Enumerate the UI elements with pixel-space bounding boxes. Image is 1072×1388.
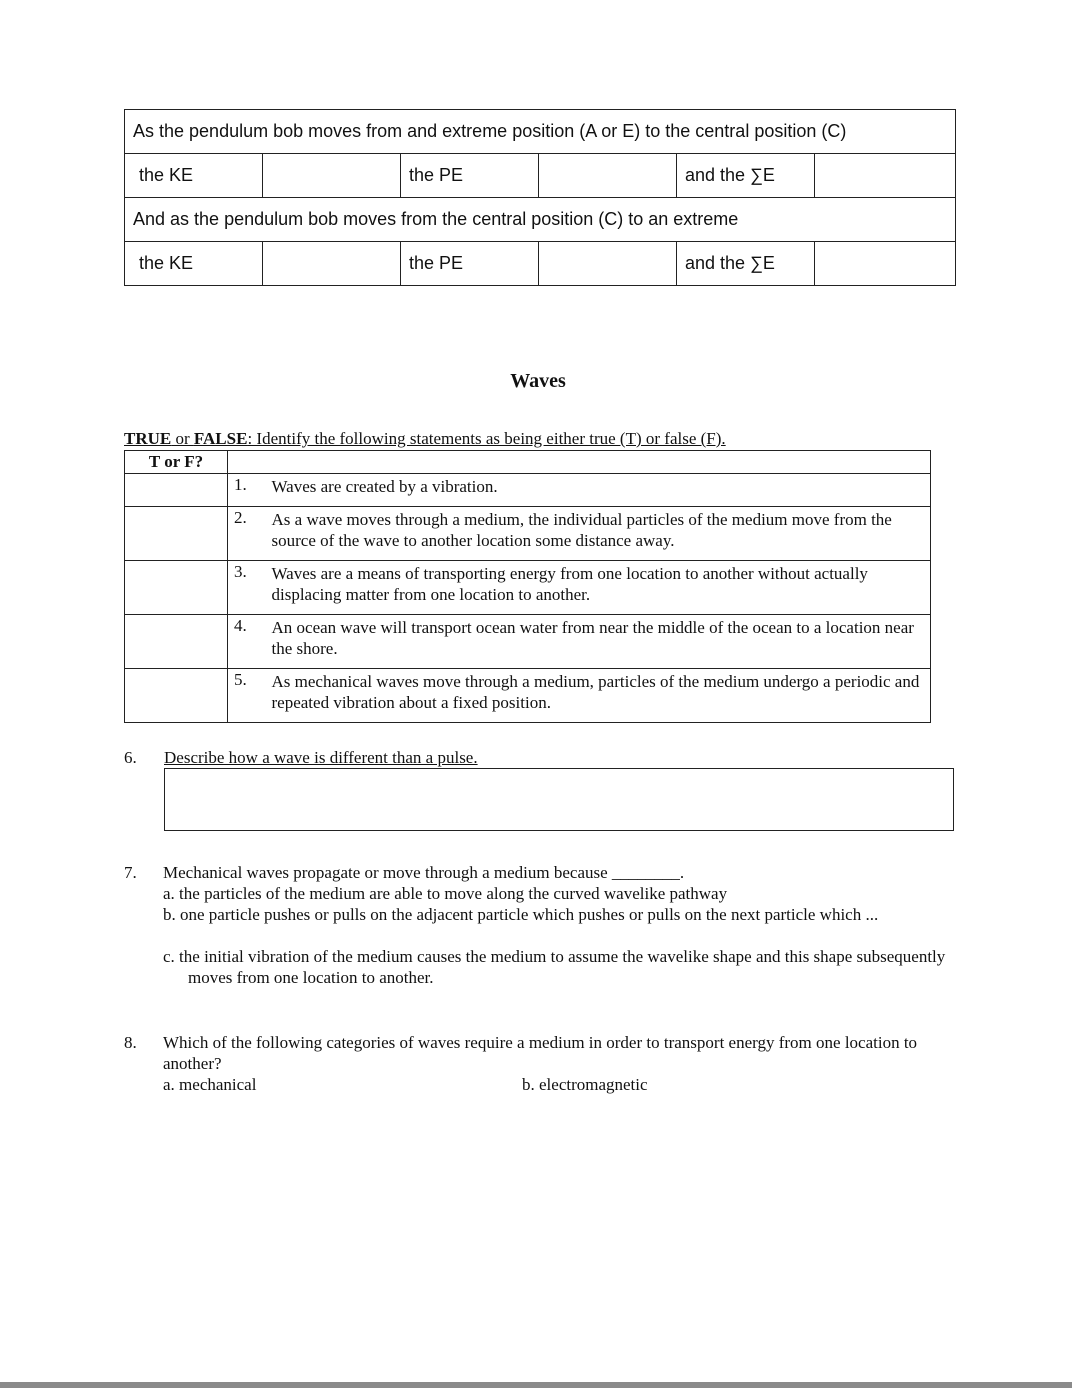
- statement-text: Waves are a means of transporting energy from one location to another without actually displacing matter from one location to another.: [266, 561, 931, 615]
- table-row: [125, 507, 931, 561]
- table-row: [125, 615, 931, 669]
- page-bottom-edge: [0, 1382, 1072, 1388]
- pendulum-heading-2: And as the pendulum bob moves from the central position (C) to an extreme: [125, 198, 956, 242]
- question-text: Mechanical waves propagate or move through a medium because ________.: [163, 863, 685, 882]
- table-row: [125, 198, 956, 242]
- tf-header: T or F?: [125, 451, 228, 474]
- question-text: Describe how a wave is different than a pulse.: [164, 748, 478, 767]
- pe-answer-cell[interactable]: [539, 154, 677, 198]
- table-row: [125, 669, 931, 723]
- ke-label: the KE: [125, 242, 263, 286]
- total-energy-label: and the ∑E: [677, 154, 815, 198]
- table-header-row: [125, 451, 931, 474]
- answer-option[interactable]: b. one particle pushes or pulls on the adjacent particle which pushes or pulls on the next particle which ...: [163, 905, 879, 924]
- question-number: 6.: [124, 748, 137, 767]
- answer-option[interactable]: c. the initial vibration of the medium causes the medium to assume the wavelike shape and this shape subsequently moves from one location to another.: [163, 947, 946, 987]
- table-row: [125, 242, 956, 286]
- tf-answer-cell[interactable]: [125, 507, 228, 561]
- statement-header: [228, 451, 931, 474]
- table-row: [125, 474, 931, 507]
- tf-answer-cell[interactable]: [125, 474, 228, 507]
- statement-text: As a wave moves through a medium, the individual particles of the medium move from the source of the wave to another location some distance away.: [266, 507, 931, 561]
- answer-option[interactable]: b. electromagnetic: [522, 1075, 648, 1094]
- true-word: TRUE: [124, 429, 172, 448]
- pe-label: the PE: [401, 242, 539, 286]
- table-row: [125, 154, 956, 198]
- section-title: Waves: [510, 370, 566, 392]
- pendulum-heading-1: As the pendulum bob moves from and extreme position (A or E) to the central position (C): [125, 110, 956, 154]
- statement-number: 1.: [228, 474, 266, 507]
- total-energy-label: and the ∑E: [677, 242, 815, 286]
- pe-answer-cell[interactable]: [539, 242, 677, 286]
- ke-answer-cell[interactable]: [263, 154, 401, 198]
- statement-text: An ocean wave will transport ocean water from near the middle of the ocean to a location near the shore.: [266, 615, 931, 669]
- statement-number: 5.: [228, 669, 266, 723]
- table-row: [125, 561, 931, 615]
- statement-text: As mechanical waves move through a medium, particles of the medium undergo a periodic and repeated vibration about a fixed position.: [266, 669, 931, 723]
- question-number: 8.: [124, 1033, 137, 1052]
- answer-option[interactable]: a. the particles of the medium are able to move along the curved wavelike pathway: [163, 884, 728, 903]
- question-text: Which of the following categories of waves require a medium in order to transport energy from one location to another?: [163, 1033, 918, 1073]
- or-word: or: [171, 429, 194, 448]
- false-word: FALSE: [193, 429, 248, 448]
- total-energy-answer-cell[interactable]: [815, 242, 956, 286]
- pe-label: the PE: [401, 154, 539, 198]
- tf-answer-cell[interactable]: [125, 615, 228, 669]
- question-number: 7.: [124, 863, 137, 882]
- tf-answer-cell[interactable]: [125, 561, 228, 615]
- q6-answer-box[interactable]: [164, 768, 954, 831]
- total-energy-answer-cell[interactable]: [815, 154, 956, 198]
- pendulum-energy-table: [124, 109, 956, 286]
- statement-number: 3.: [228, 561, 266, 615]
- statement-number: 4.: [228, 615, 266, 669]
- instruction-text: : Identify the following statements as being either true (T) or false (F).: [247, 429, 726, 448]
- ke-answer-cell[interactable]: [263, 242, 401, 286]
- statement-number: 2.: [228, 507, 266, 561]
- tf-instructions: [124, 429, 726, 449]
- ke-label: the KE: [125, 154, 263, 198]
- answer-option[interactable]: a. mechanical: [163, 1075, 257, 1094]
- tf-answer-cell[interactable]: [125, 669, 228, 723]
- statement-text: Waves are created by a vibration.: [266, 474, 931, 507]
- true-false-table: [124, 450, 931, 723]
- table-row: [125, 110, 956, 154]
